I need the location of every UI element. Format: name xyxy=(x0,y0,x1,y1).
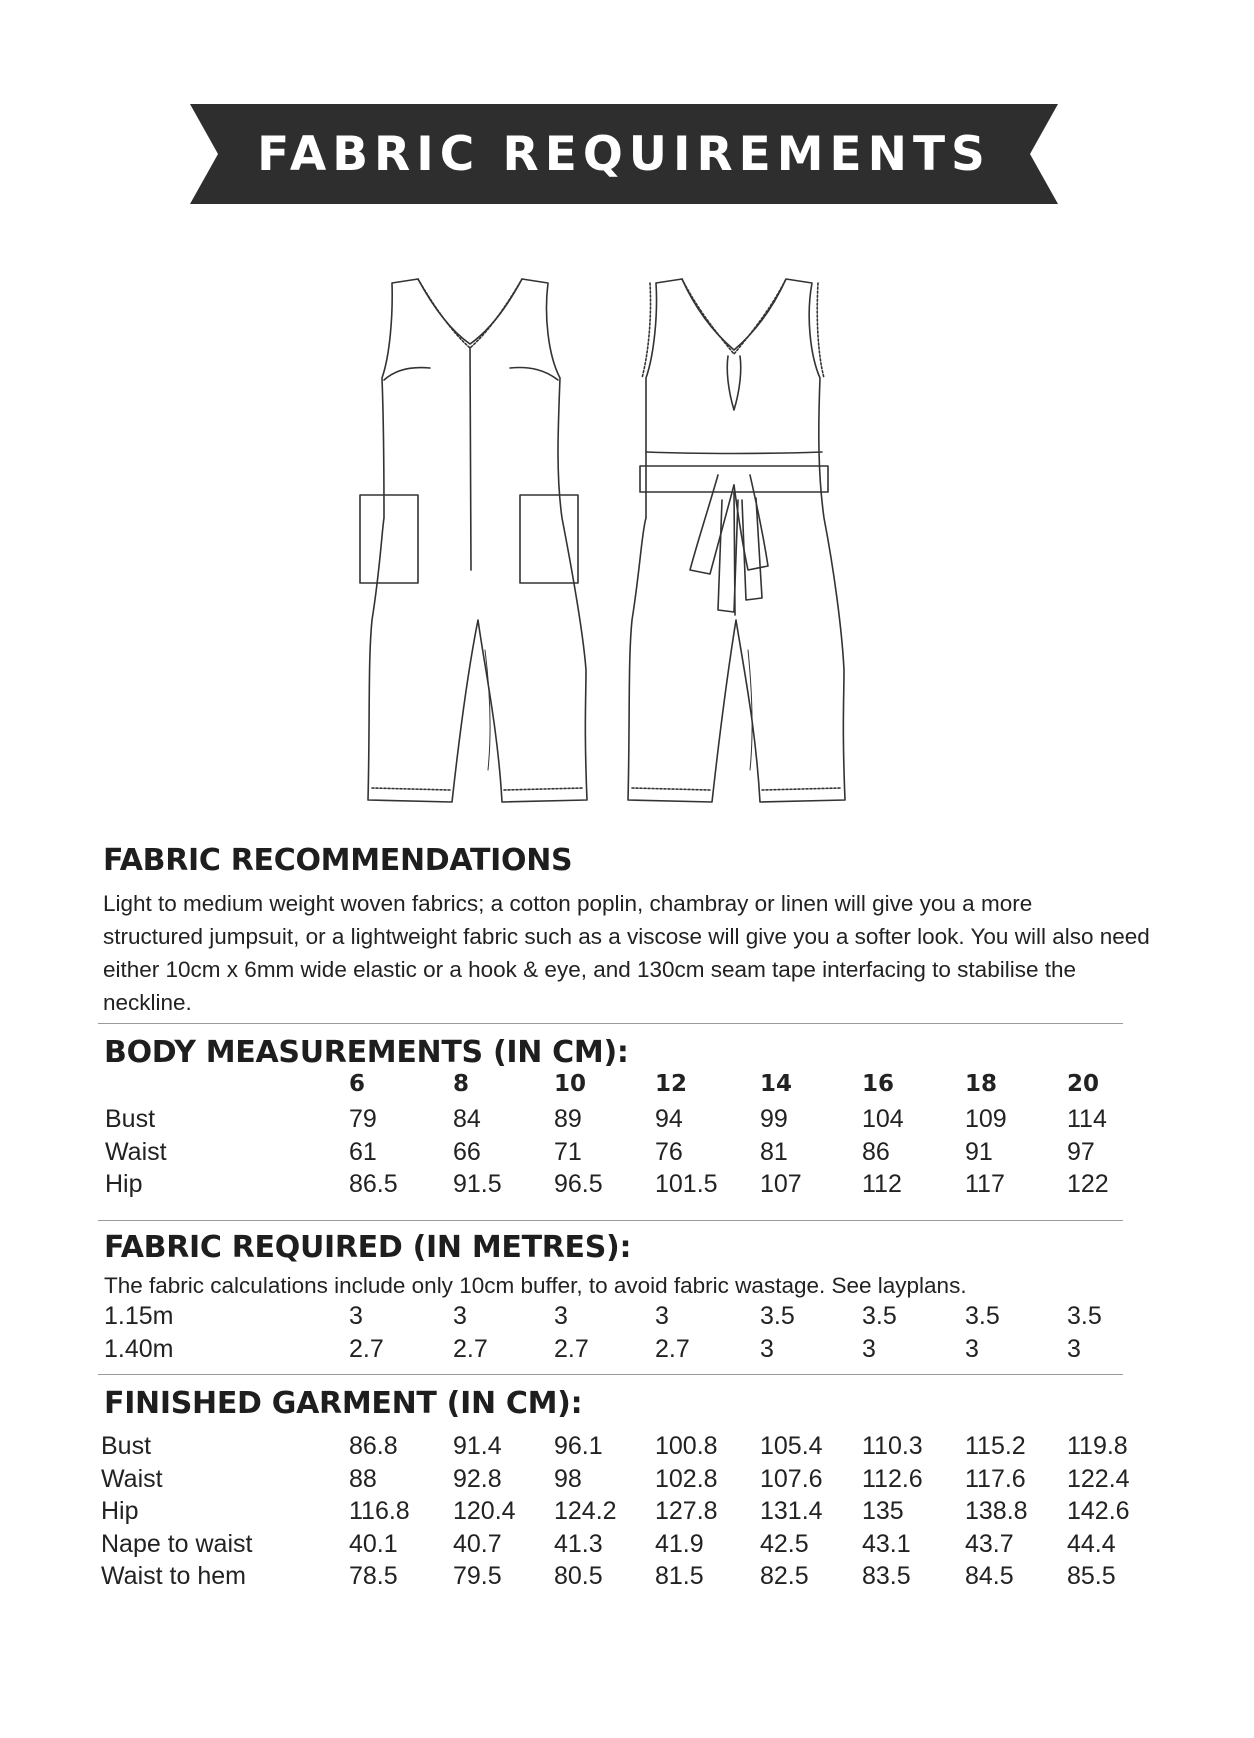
size-header: 14 xyxy=(760,1071,793,1097)
table-cell: 3.5 xyxy=(862,1302,897,1330)
table-cell: 112 xyxy=(862,1170,902,1198)
divider xyxy=(98,1220,1123,1221)
table-cell: 83.5 xyxy=(862,1562,911,1590)
table-cell: 41.9 xyxy=(655,1529,704,1558)
table-cell: 107 xyxy=(760,1170,802,1198)
table-row xyxy=(0,1562,1254,1594)
table-cell: 96.1 xyxy=(554,1432,603,1460)
table-cell: 3 xyxy=(349,1302,363,1330)
table-cell: 43.1 xyxy=(862,1529,911,1558)
table-cell: 80.5 xyxy=(554,1562,603,1590)
table-cell: 112.6 xyxy=(862,1464,923,1493)
table-cell: 114 xyxy=(1067,1105,1107,1133)
table-cell: 3 xyxy=(655,1302,669,1330)
row-label: Waist to hem xyxy=(101,1562,246,1590)
table-cell: 3 xyxy=(453,1302,467,1330)
row-label: 1.40m xyxy=(104,1334,174,1363)
table-cell: 97 xyxy=(1067,1137,1095,1166)
recommendation-line: neckline. xyxy=(103,990,192,1015)
table-cell: 3.5 xyxy=(1067,1302,1102,1330)
table-cell: 2.7 xyxy=(554,1334,589,1363)
table-cell: 44.4 xyxy=(1067,1529,1116,1558)
table-row xyxy=(0,1432,1254,1464)
table-cell: 89 xyxy=(554,1105,582,1133)
recommendation-line: structured jumpsuit, or a lightweight fabric such as a viscose will give you a softer look. You will also need xyxy=(103,924,1150,949)
table-cell: 115.2 xyxy=(965,1432,1026,1460)
table-cell: 122 xyxy=(1067,1170,1109,1198)
table-cell: 104 xyxy=(862,1105,904,1133)
table-cell: 84 xyxy=(453,1105,481,1133)
table-cell: 86 xyxy=(862,1137,890,1166)
table-cell: 91.5 xyxy=(453,1170,502,1198)
table-cell: 86.5 xyxy=(349,1170,398,1198)
table-cell: 3 xyxy=(965,1334,979,1363)
table-cell: 2.7 xyxy=(349,1334,384,1363)
size-header: 18 xyxy=(965,1071,998,1097)
table-cell: 40.1 xyxy=(349,1529,398,1558)
fabric-recommendations-heading: FABRIC RECOMMENDATIONS xyxy=(103,843,573,878)
table-cell: 66 xyxy=(453,1137,481,1166)
table-cell: 78.5 xyxy=(349,1562,398,1590)
row-label: Nape to waist xyxy=(101,1529,253,1558)
table-cell: 85.5 xyxy=(1067,1562,1116,1590)
recommendation-line: Light to medium weight woven fabrics; a cotton poplin, chambray or linen will give you a more xyxy=(103,891,1033,916)
table-cell: 109 xyxy=(965,1105,1007,1133)
row-label: Hip xyxy=(101,1497,139,1525)
size-header: 8 xyxy=(453,1071,470,1097)
table-cell: 96.5 xyxy=(554,1170,603,1198)
table-cell: 61 xyxy=(349,1137,377,1166)
table-cell: 100.8 xyxy=(655,1432,718,1460)
table-cell: 3 xyxy=(862,1334,876,1363)
divider xyxy=(98,1374,1123,1375)
table-cell: 81.5 xyxy=(655,1562,704,1590)
table-cell: 81 xyxy=(760,1137,788,1166)
table-cell: 3.5 xyxy=(760,1302,795,1330)
table-cell: 71 xyxy=(554,1137,582,1166)
table-cell: 79 xyxy=(349,1105,377,1133)
table-row xyxy=(0,1138,1254,1170)
fabric-required-heading: FABRIC REQUIRED (IN METRES): xyxy=(104,1230,632,1265)
size-header: 16 xyxy=(862,1071,895,1097)
size-header-row xyxy=(0,1071,1254,1103)
table-cell: 120.4 xyxy=(453,1497,516,1525)
table-cell: 116.8 xyxy=(349,1497,410,1525)
size-header: 6 xyxy=(349,1071,366,1097)
table-cell: 3.5 xyxy=(965,1302,1000,1330)
table-row xyxy=(0,1105,1254,1137)
table-cell: 119.8 xyxy=(1067,1432,1128,1460)
row-label: Hip xyxy=(105,1170,143,1198)
row-label: Bust xyxy=(101,1432,152,1460)
size-header: 12 xyxy=(655,1071,688,1097)
table-cell: 84.5 xyxy=(965,1562,1014,1590)
size-header: 10 xyxy=(554,1071,587,1097)
table-cell: 41.3 xyxy=(554,1529,603,1558)
title-banner xyxy=(0,0,1254,220)
size-header: 20 xyxy=(1067,1071,1100,1097)
table-cell: 82.5 xyxy=(760,1562,809,1590)
table-cell: 135 xyxy=(862,1497,904,1525)
table-cell: 99 xyxy=(760,1105,788,1133)
finished-garment-heading: FINISHED GARMENT (IN CM): xyxy=(104,1386,583,1421)
table-cell: 101.5 xyxy=(655,1170,718,1198)
table-cell: 102.8 xyxy=(655,1464,718,1493)
table-row xyxy=(0,1465,1254,1497)
table-cell: 142.6 xyxy=(1067,1497,1130,1525)
row-label: 1.15m xyxy=(104,1302,174,1330)
table-cell: 124.2 xyxy=(554,1497,617,1525)
table-cell: 94 xyxy=(655,1105,683,1133)
table-row xyxy=(0,1497,1254,1529)
back-view-drawing xyxy=(628,279,845,802)
row-label: Bust xyxy=(105,1105,156,1133)
table-cell: 40.7 xyxy=(453,1529,502,1558)
table-cell: 91 xyxy=(965,1137,993,1166)
fabric-required-note: The fabric calculations include only 10cm buffer, to avoid fabric wastage. See layplans. xyxy=(104,1273,967,1298)
table-cell: 122.4 xyxy=(1067,1464,1130,1493)
table-cell: 2.7 xyxy=(655,1334,690,1363)
page-title: FABRIC REQUIREMENTS xyxy=(257,126,991,182)
table-cell: 117.6 xyxy=(965,1464,1026,1493)
fabric-recommendations-text xyxy=(103,887,1153,1019)
table-cell: 76 xyxy=(655,1137,683,1166)
table-cell: 107.6 xyxy=(760,1464,823,1493)
table-row xyxy=(0,1170,1254,1202)
table-cell: 92.8 xyxy=(453,1464,502,1493)
table-cell: 3 xyxy=(760,1334,774,1363)
row-label: Waist xyxy=(105,1137,167,1166)
table-cell: 117 xyxy=(965,1170,1005,1198)
table-cell: 3 xyxy=(1067,1334,1081,1363)
table-cell: 42.5 xyxy=(760,1529,809,1558)
jumpsuit-technical-drawing xyxy=(340,270,940,810)
table-row xyxy=(0,1335,1254,1367)
table-cell: 98 xyxy=(554,1464,582,1493)
table-cell: 86.8 xyxy=(349,1432,398,1460)
row-label: Waist xyxy=(101,1464,163,1493)
divider xyxy=(98,1023,1123,1024)
table-cell: 2.7 xyxy=(453,1334,488,1363)
table-cell: 91.4 xyxy=(453,1432,502,1460)
table-cell: 127.8 xyxy=(655,1497,718,1525)
body-measurements-heading: BODY MEASUREMENTS (IN CM): xyxy=(104,1035,629,1070)
table-cell: 110.3 xyxy=(862,1432,923,1460)
table-row xyxy=(0,1530,1254,1562)
table-cell: 105.4 xyxy=(760,1432,823,1460)
table-cell: 88 xyxy=(349,1464,377,1493)
recommendation-line: either 10cm x 6mm wide elastic or a hook & eye, and 130cm seam tape interfacing to stabilise the xyxy=(103,957,1076,982)
table-cell: 79.5 xyxy=(453,1562,502,1590)
table-row xyxy=(0,1302,1254,1334)
front-view-drawing xyxy=(360,279,587,802)
table-cell: 131.4 xyxy=(760,1497,823,1525)
table-cell: 138.8 xyxy=(965,1497,1028,1525)
table-cell: 43.7 xyxy=(965,1529,1014,1558)
table-cell: 3 xyxy=(554,1302,568,1330)
